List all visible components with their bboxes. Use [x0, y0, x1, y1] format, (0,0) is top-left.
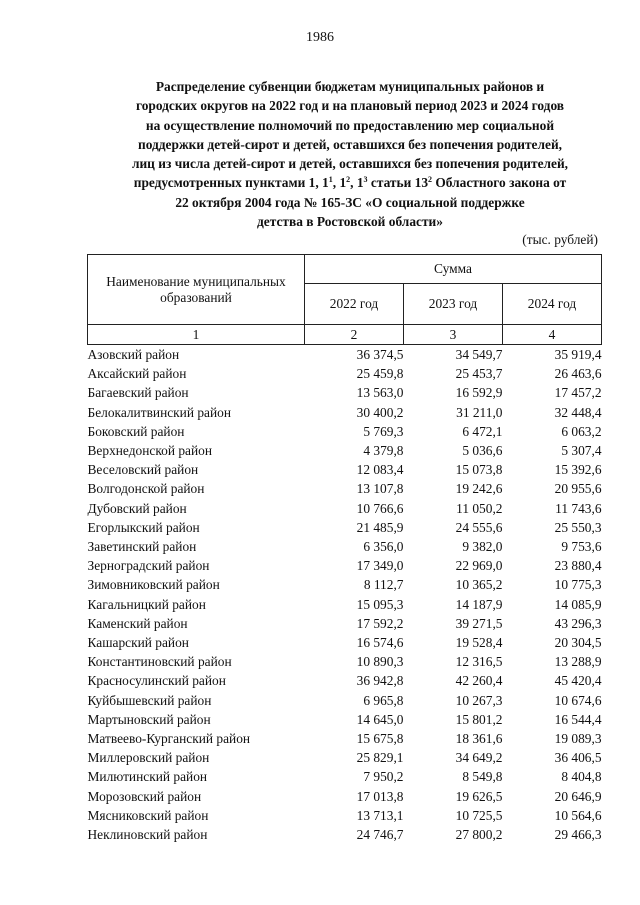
table-row: [88, 652, 602, 671]
superscript: 3: [363, 175, 368, 185]
title-text: , 1: [332, 175, 347, 191]
value-2023: 31 211,0: [456, 404, 503, 420]
table-row: [88, 460, 602, 479]
value-2024: 32 448,4: [554, 404, 602, 420]
value-2023: 25 453,7: [455, 366, 503, 382]
value-2022: 6 965,8: [363, 692, 404, 708]
table-row: [88, 671, 602, 690]
district-name: Мясниковский район: [87, 807, 209, 823]
table-row: [88, 556, 602, 575]
district-name: Егорлыкский район: [87, 519, 200, 535]
value-2023: 39 271,5: [455, 615, 503, 631]
value-2023: 10 725,5: [455, 807, 503, 823]
value-2023: 24 555,6: [455, 519, 503, 535]
value-2023: 9 382,0: [462, 539, 503, 555]
district-name: Неклиновский район: [87, 827, 208, 843]
district-name: Красносулинский район: [87, 673, 226, 689]
district-name: Морозовский район: [87, 788, 202, 804]
value-2022: 10 766,6: [356, 500, 404, 516]
district-name: Боковский район: [87, 423, 185, 439]
title-line: городских округов на 2022 год и на плановый период 2023 и 2024 годов: [135, 98, 565, 114]
superscript: 2: [346, 175, 351, 185]
district-name: Верхнедонской район: [87, 443, 213, 459]
value-2022: 17 592,2: [356, 615, 404, 631]
value-2022: 5 769,3: [363, 423, 404, 439]
value-2024: 16 544,4: [554, 711, 602, 727]
value-2022: 25 459,8: [356, 366, 404, 382]
value-2024: 29 466,3: [554, 827, 602, 843]
value-2022: 17 013,8: [356, 788, 404, 804]
table-row: [88, 345, 602, 365]
value-2024: 15 392,6: [554, 462, 602, 478]
value-2024: 8 404,8: [561, 769, 602, 785]
district-name: Миллеровский район: [87, 750, 210, 766]
column-number: 3: [404, 325, 503, 345]
value-2023: 18 361,6: [455, 731, 503, 747]
table-row: [88, 633, 602, 652]
district-name: Аксайский район: [87, 366, 187, 382]
table-row: [88, 710, 602, 729]
value-2024: 36 406,5: [554, 750, 602, 766]
district-name: Веселовский район: [87, 462, 199, 478]
value-2024: 26 463,6: [554, 366, 602, 382]
district-name: Зерноградский район: [87, 558, 210, 574]
value-2022: 10 890,3: [356, 654, 404, 670]
value-2022: 12 083,4: [356, 462, 404, 478]
value-2022: 17 349,0: [356, 558, 404, 574]
units-label: (тыс. рублей): [522, 232, 598, 247]
value-2024: 10 564,6: [554, 807, 602, 823]
value-2022: 36 942,8: [356, 673, 404, 689]
value-2022: 25 829,1: [356, 750, 404, 766]
value-2022: 15 095,3: [356, 596, 404, 612]
value-2024: 5 307,4: [561, 443, 602, 459]
value-2023: 34 549,7: [455, 347, 503, 362]
district-name: Волгодонской район: [87, 481, 205, 497]
subvention-table: [87, 254, 602, 844]
table-body: [88, 345, 602, 845]
title-text: предусмотренных пунктами 1, 1: [133, 175, 329, 191]
value-2023: 10 267,3: [455, 692, 503, 708]
value-2022: 30 400,2: [356, 404, 404, 420]
table-row: [88, 614, 602, 633]
title-text: Областного закона от: [432, 175, 567, 191]
table-row: [88, 729, 602, 748]
value-2023: 34 649,2: [455, 750, 503, 766]
value-2022: 4 379,8: [363, 443, 404, 459]
title-line: Распределение субвенции бюджетам муниципальных районов и: [155, 79, 545, 94]
district-name: Каменский район: [87, 615, 188, 631]
value-2023: 11 050,2: [456, 500, 503, 516]
value-2023: 19 626,5: [455, 788, 503, 804]
district-name: Кашарский район: [87, 635, 189, 651]
title-line: 22 октября 2004 года № 165-ЗС «О социальной поддержке: [175, 194, 525, 210]
title-line: детства в Ростовской области»: [257, 214, 443, 230]
value-2022: 36 374,5: [356, 347, 404, 362]
value-2024: 6 063,2: [561, 423, 602, 439]
value-2024: 25 550,3: [554, 519, 602, 535]
value-2024: 17 457,2: [554, 385, 602, 401]
value-2023: 6 472,1: [462, 423, 503, 439]
column-number: 4: [503, 325, 602, 345]
name-column-header: Наименование муниципальных образований: [88, 255, 305, 325]
document-title: [80, 77, 620, 231]
district-name: Матвеево-Курганский район: [87, 731, 251, 747]
table-row: [88, 403, 602, 422]
sum-header: Сумма: [305, 255, 602, 284]
value-2022: 14 645,0: [356, 711, 404, 727]
value-2024: 35 919,4: [554, 347, 602, 362]
value-2023: 14 187,9: [455, 596, 503, 612]
table-row: [88, 748, 602, 767]
value-2023: 19 242,6: [455, 481, 503, 497]
district-name: Кагальницкий район: [87, 596, 206, 612]
value-2022: 16 574,6: [356, 635, 404, 651]
value-2023: 22 969,0: [455, 558, 503, 574]
column-number: 1: [88, 325, 305, 345]
value-2022: 21 485,9: [356, 519, 404, 535]
year-header-2022: 2022 год: [305, 284, 404, 325]
value-2022: 7 950,2: [363, 769, 404, 785]
table-row: [88, 575, 602, 594]
value-2024: 19 089,3: [554, 731, 602, 747]
district-name: Азовский район: [87, 347, 180, 362]
table-row: [88, 479, 602, 498]
value-2024: 20 304,5: [554, 635, 602, 651]
district-name: Мартыновский район: [87, 711, 211, 727]
value-2024: 23 880,4: [554, 558, 602, 574]
table-row: [88, 595, 602, 614]
year-header-2023: 2023 год: [404, 284, 503, 325]
value-2023: 15 801,2: [455, 711, 503, 727]
value-2024: 43 296,3: [554, 615, 602, 631]
value-2023: 12 316,5: [455, 654, 503, 670]
value-2022: 6 356,0: [363, 539, 404, 555]
district-name: Багаевский район: [87, 385, 189, 401]
table-row: [88, 806, 602, 825]
district-name: Заветинский район: [87, 539, 197, 555]
value-2022: 13 107,8: [356, 481, 404, 497]
district-name: Дубовский район: [87, 500, 187, 516]
title-line: на осуществление полномочий по предоставлению мер социальной: [145, 117, 555, 133]
value-2022: 13 713,1: [356, 807, 404, 823]
value-2022: 24 746,7: [356, 827, 404, 843]
district-name: Куйбышевский район: [87, 692, 212, 708]
district-name: Милютинский район: [87, 769, 208, 785]
district-name: Константиновский район: [87, 654, 232, 670]
table-row: [88, 787, 602, 806]
value-2024: 10 775,3: [554, 577, 602, 593]
value-2022: 8 112,7: [363, 577, 404, 593]
table-row: [88, 383, 602, 402]
value-2024: 20 646,9: [554, 788, 602, 804]
title-line-with-superscripts: [80, 173, 620, 192]
title-text: статьи 13: [367, 175, 429, 191]
title-line: поддержки детей-сирот и детей, оставшихся без попечения родителей,: [137, 136, 563, 152]
page-number: 1986: [306, 30, 334, 45]
value-2023: 42 260,4: [455, 673, 503, 689]
table-row: [88, 767, 602, 786]
value-2023: 16 592,9: [455, 385, 503, 401]
district-name: Белокалитвинский район: [87, 404, 232, 420]
title-text: , 1: [350, 175, 364, 191]
value-2023: 19 528,4: [455, 635, 503, 651]
table-row: [88, 499, 602, 518]
table-row: [88, 364, 602, 383]
value-2023: 8 549,8: [462, 769, 503, 785]
value-2024: 13 288,9: [554, 654, 602, 670]
district-name: Зимовниковский район: [87, 577, 220, 593]
value-2024: 14 085,9: [554, 596, 602, 612]
value-2024: 11 743,6: [555, 500, 602, 516]
table-row: [88, 518, 602, 537]
value-2024: 10 674,6: [554, 692, 602, 708]
value-2022: 13 563,0: [356, 385, 404, 401]
superscript: 2: [428, 175, 433, 185]
value-2023: 15 073,8: [455, 462, 503, 478]
value-2024: 9 753,6: [561, 539, 602, 555]
value-2023: 27 800,2: [455, 827, 503, 843]
title-line: лиц из числа детей-сирот и детей, оставшихся без попечения родителей,: [131, 156, 569, 172]
table-row: [88, 441, 602, 460]
value-2022: 15 675,8: [356, 731, 404, 747]
value-2023: 5 036,6: [462, 443, 503, 459]
value-2024: 20 955,6: [554, 481, 602, 497]
table-row: [88, 422, 602, 441]
table-row: [88, 825, 602, 844]
value-2023: 10 365,2: [455, 577, 503, 593]
table-row: [88, 537, 602, 556]
superscript: 1: [328, 175, 333, 185]
column-number: 2: [305, 325, 404, 345]
year-header-2024: 2024 год: [503, 284, 602, 325]
value-2024: 45 420,4: [554, 673, 602, 689]
table-row: [88, 691, 602, 710]
